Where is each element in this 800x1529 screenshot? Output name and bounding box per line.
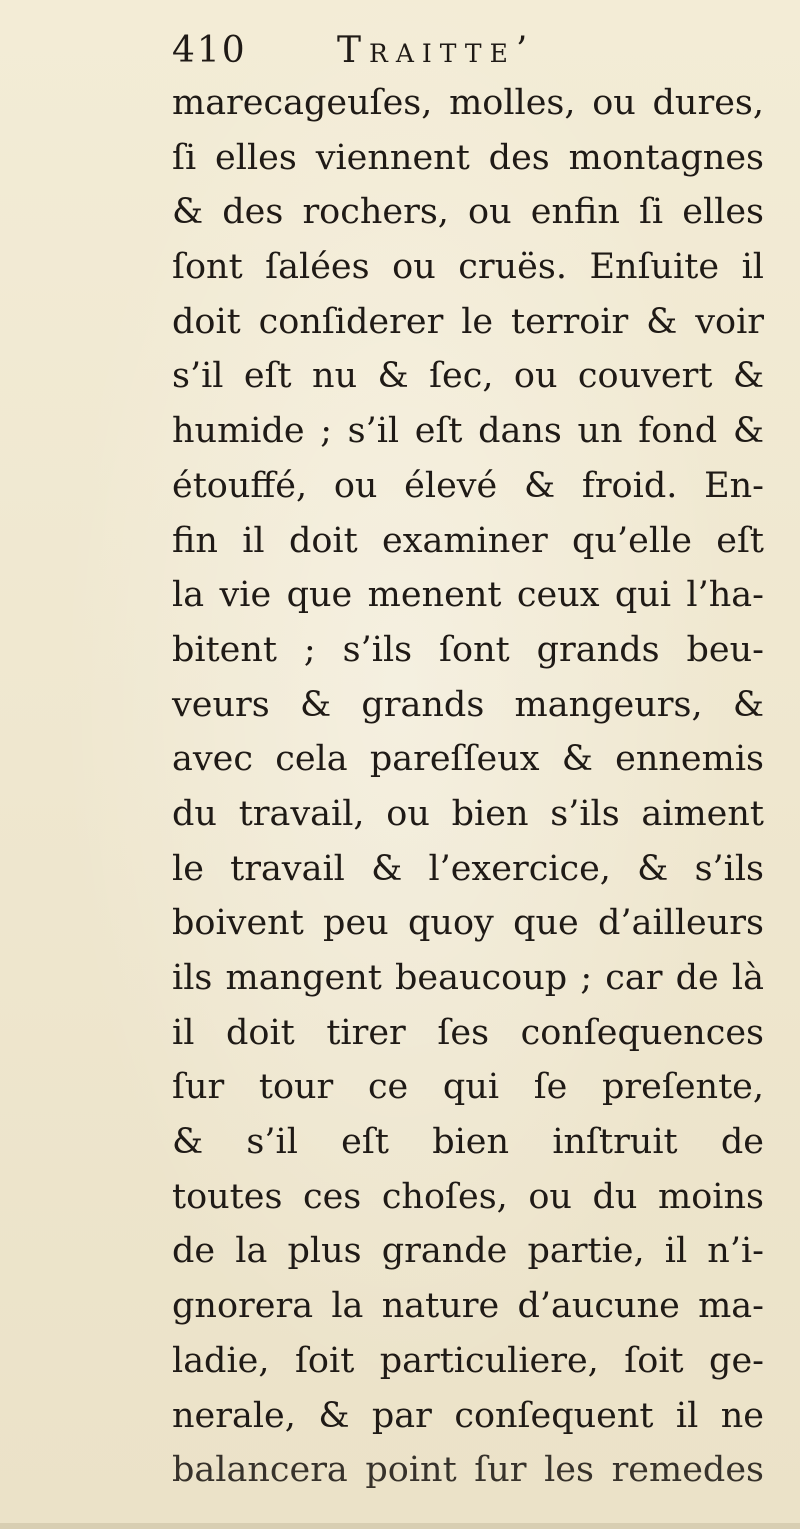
text-line: avec cela pareſſeux & ennemis <box>172 739 764 780</box>
text-line: doit conſiderer le terroir & voir <box>172 301 764 342</box>
text-line: & s’il eſt bien inſtruit de <box>172 1122 764 1163</box>
page-number: 410 <box>172 30 247 71</box>
text-line: fin il doit examiner qu’elle eſt <box>172 520 764 561</box>
text-line: de la plus grande partie, il n’i- <box>172 1231 764 1272</box>
text-line: ſont ſalées ou cruës. Enſuite il <box>172 247 764 288</box>
body-text <box>172 76 764 1498</box>
text-line: balancera point ſur les remedes <box>172 1450 764 1491</box>
text-line: ladie, ſoit particuliere, ſoit ge- <box>172 1340 764 1381</box>
text-line: marecageuſes, molles, ou dures, <box>172 83 764 123</box>
page-header <box>172 26 764 76</box>
text-line: étouffé, ou élevé & froid. En- <box>172 465 764 506</box>
text-line: ſi elles viennent des montagnes <box>172 137 764 178</box>
text-line: du travail, ou bien s’ils aiment <box>172 793 764 834</box>
text-line: il doit tirer ſes conſequences <box>172 1012 764 1053</box>
text-line: ſur tour ce qui ſe preſente, <box>172 1067 764 1108</box>
text-line: & des rochers, ou enfin ſi elles <box>172 192 764 233</box>
text-line: humide ; s’il eſt dans un fond & <box>172 411 764 452</box>
text-line: nerale, & par conſequent il ne <box>172 1395 764 1436</box>
text-line: boivent peu quoy que d’ailleurs <box>172 903 764 944</box>
text-line: le travail & l’exercice, & s’ils <box>172 848 764 889</box>
running-head: Traitte’ <box>337 30 536 71</box>
text-line: la vie que menent ceux qui l’ha- <box>172 575 764 616</box>
text-line: bitent ; s’ils ſont grands beu- <box>172 629 764 670</box>
text-line: s’il eſt nu & ſec, ou couvert & <box>172 356 764 397</box>
text-line: ils mangent beaucoup ; car de là <box>172 958 764 998</box>
text-line: toutes ces choſes, ou du moins <box>172 1176 764 1217</box>
text-line: veurs & grands mangeurs, & <box>172 684 764 725</box>
text-block <box>172 26 764 1498</box>
text-line: gnorera la nature d’aucune ma- <box>172 1286 764 1327</box>
